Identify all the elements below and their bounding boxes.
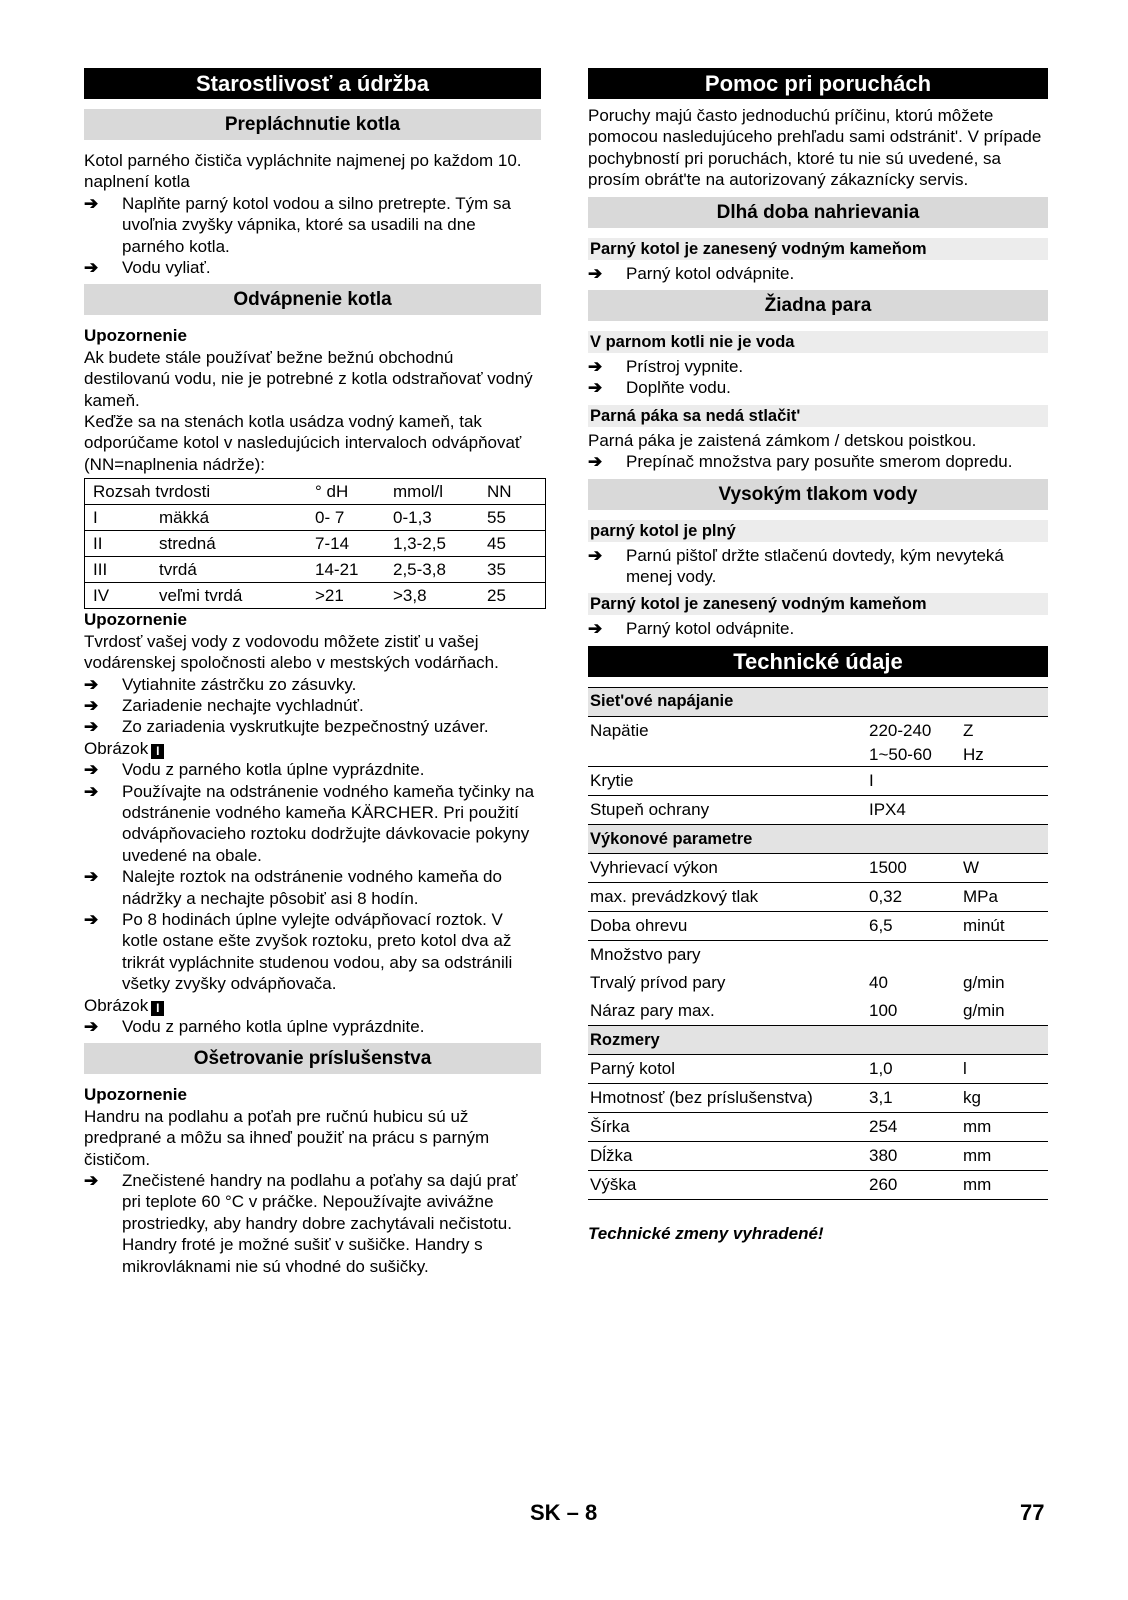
table-row: Parný kotol 1,0 l [588, 1055, 1048, 1084]
page-number: 77 [1020, 1500, 1045, 1525]
table-row: Stupeň ochrany IPX4 [588, 796, 1048, 825]
arrow-icon: ➔ [588, 378, 603, 398]
arrow-icon: ➔ [588, 545, 603, 565]
table-row: II stredná 7-14 1,3-2,5 45 [85, 531, 546, 557]
arrow-icon: ➔ [84, 193, 99, 213]
note-text: Handru na podlahu a poťah pre ručnú hubicu sú už predprané a môžu sa ihneď použiť na prácu s parným čističom. [84, 1106, 490, 1169]
arrow-icon: ➔ [588, 619, 603, 639]
fault-cause: parný kotol je plný [588, 520, 1048, 542]
table-row: Hmotnosť (bez príslušenstva) 3,1 kg [588, 1084, 1048, 1113]
troubleshoot-intro: Poruchy majú často jednoduchú príčinu, ktorú môžete pomocou nasledujúceho prehľadu sami odstránit'. V prípade pochybností pri poruchách, ktoré tu nie sú uvedené, sa prosím obrát'te na autorizovaný zákaznícky servis. [588, 106, 1042, 190]
footer-section: SK – 8 [530, 1500, 598, 1525]
flush-heading: Prepláchnutie kotla [84, 109, 541, 140]
fault-text: Parná páka je zaistená zámkom / detskou poistkou. [588, 430, 977, 450]
table-row: Napätie 220-240 Z [590, 720, 974, 740]
list-item: ➔ Prepínač množstva pary posuňte smerom dopredu. [588, 452, 1013, 472]
list-item: ➔ Zo zariadenia vyskrutkujte bezpečnostný uzáver. [84, 717, 489, 737]
figure-number-badge: I [151, 1001, 164, 1016]
table-row: Množstvo pary [590, 945, 701, 965]
list-item: ➔ Používajte na odstránenie vodného kameňa tyčinky na odstránenie vodného kameňa KÄRCHER. Pri použití odvápňovacieho roztoku dodržujte dávkovacie pokyny uvedené na obale. [84, 781, 535, 865]
table-row: Rozmery [588, 1026, 1048, 1055]
right-column [588, 68, 1048, 1244]
table-row: 1~50-60 Hz [588, 745, 1048, 767]
tech-specs-table [588, 687, 1048, 1201]
left-column [84, 68, 541, 1277]
table-row: max. prevádzkový tlak 0,32 MPa [588, 883, 1048, 912]
fault-cause: Parný kotol je zanesený vodným kameňom [588, 593, 1048, 615]
table-row: Doba ohrevu 6,5 minút [588, 912, 1048, 941]
arrow-icon: ➔ [84, 1017, 99, 1036]
table-row: III tvrdá 14-21 2,5-3,8 35 [85, 557, 546, 583]
arrow-icon: ➔ [84, 867, 99, 887]
list-item: ➔ Vodu z parného kotla úplne vyprázdnite. [84, 760, 425, 780]
note-label: Upozornenie [84, 1085, 187, 1105]
troubleshoot-title: Pomoc pri poruchách [588, 68, 1048, 99]
list-item: ➔ Nalejte roztok na odstránenie vodného kameňa do nádržky a nechajte pôsobiť asi 8 hodín. [84, 867, 502, 908]
table-row: Krytie I [588, 767, 1048, 796]
table-row: IV veľmi tvrdá >21 >3,8 25 [85, 583, 546, 609]
list-item: ➔ Parný kotol odvápnite. [588, 263, 795, 283]
list-item: ➔ Naplňte parný kotol vodou a silno pretrepte. Tým sa uvoľnia zvyšky vápnika, ktoré sa usadili na dne parného kotla. [84, 193, 512, 256]
arrow-icon: ➔ [84, 1171, 99, 1191]
list-item: ➔ Parnú pištoľ držte stlačenú dovtedy, kým nevyteká menej vody. [588, 545, 1004, 587]
fault-cause: Parný kotol je zanesený vodným kameňom [588, 238, 1048, 260]
figure-ref: Obrázok I [84, 738, 541, 759]
list-item: ➔ Doplňte vodu. [588, 378, 731, 398]
list-item: ➔ Parný kotol odvápnite. [588, 619, 795, 639]
arrow-icon: ➔ [588, 357, 603, 377]
care-title: Starostlivosť a údržba [84, 68, 541, 99]
flush-intro: Kotol parného čističa vypláchnite najmenej po každom 10. naplnení kotla [84, 151, 522, 192]
arrow-icon: ➔ [588, 452, 603, 472]
tech-note: Technické zmeny vyhradené! [588, 1224, 824, 1244]
no-steam-heading: Žiadna para [588, 290, 1048, 321]
high-pressure-heading: Vysokým tlakom vody [588, 479, 1048, 510]
list-item: ➔ Zariadenie nechajte vychladnúť. [84, 695, 364, 715]
note-text: Tvrdosť vašej vody z vodovodu môžete zistiť u vašej vodárenskej spoločnosti alebo v mestských vodárňach. [84, 631, 499, 673]
list-item: ➔ Po 8 hodinách úplne vylejte odvápňovací roztok. V kotle ostane ešte zvyšok roztoku, preto kotol dva až trikrát vypláchnite studenou vodou, aby sa odstránili všetky zvyšky odvápňovača. [84, 909, 513, 994]
table-row: Šírka 254 mm [588, 1113, 1048, 1142]
list-item: ➔ Prístroj vypnite. [588, 357, 744, 377]
arrow-icon: ➔ [84, 674, 99, 694]
list-item: ➔ Vytiahnite zástrčku zo zásuvky. [84, 674, 357, 694]
figure-ref: Obrázok I [84, 995, 541, 1016]
arrow-icon: ➔ [84, 760, 99, 780]
table-row: Výška 260 mm [588, 1171, 1048, 1200]
accessories-heading: Ošetrovanie príslušenstva [84, 1043, 541, 1074]
table-row: Výkonové parametre [588, 825, 1048, 854]
long-heating-heading: Dlhá doba nahrievania [588, 197, 1048, 228]
arrow-icon: ➔ [84, 909, 99, 929]
table-row: Dĺžka 380 mm [588, 1142, 1048, 1171]
list-item: ➔ Vodu vyliať. [84, 258, 211, 278]
descale-heading: Odvápnenie kotla [84, 284, 541, 315]
fault-cause: Parná páka sa nedá stlačit' [588, 405, 1048, 427]
table-row: Siet'ové napájanie [588, 687, 1048, 716]
list-item: ➔ Znečistené handry na podlahu a poťahy sa dajú prať pri teplote 60 °C v práčke. Nepoužívajte avivážne prostriedky, aby handry dobre zachytávali nečistotu. Handry froté je možné sušiť v sušičke. Handry s mikrovláknami nie sú vhodné do sušičky. [84, 1171, 518, 1276]
arrow-icon: ➔ [84, 781, 99, 801]
figure-number-badge: I [151, 744, 164, 759]
arrow-icon: ➔ [84, 717, 99, 737]
arrow-icon: ➔ [588, 263, 603, 283]
table-row: Trvalý prívod pary 40 g/min [590, 973, 1005, 993]
table-row: Rozsah tvrdosti ° dH mmol/l NN [85, 479, 546, 505]
fault-cause: V parnom kotli nie je voda [588, 331, 1048, 353]
list-item: ➔ Vodu z parného kotla úplne vyprázdnite. [84, 1017, 425, 1036]
hardness-table [84, 478, 546, 609]
table-row: Náraz pary max. 100 g/min [588, 997, 1048, 1026]
arrow-icon: ➔ [84, 258, 99, 278]
arrow-icon: ➔ [84, 695, 99, 715]
note-text: Keďže sa na stenách kotla usádza vodný kameň, tak odporúčame kotol v nasledujúcich intervaloch odvápňovať (NN=naplnenia nádrže): [84, 412, 522, 474]
table-row: I mäkká 0- 7 0-1,3 55 [85, 505, 546, 531]
note-text: Ak budete stále používať bežne bežnú obchodnú destilovanú vodu, nie je potrebné z kotla odstraňovať vodný kameň. [84, 347, 533, 410]
tech-title: Technické údaje [588, 646, 1048, 677]
note-label: Upozornenie [84, 610, 187, 630]
note-label: Upozornenie [84, 326, 187, 346]
table-row: Vyhrievací výkon 1500 W [588, 854, 1048, 883]
